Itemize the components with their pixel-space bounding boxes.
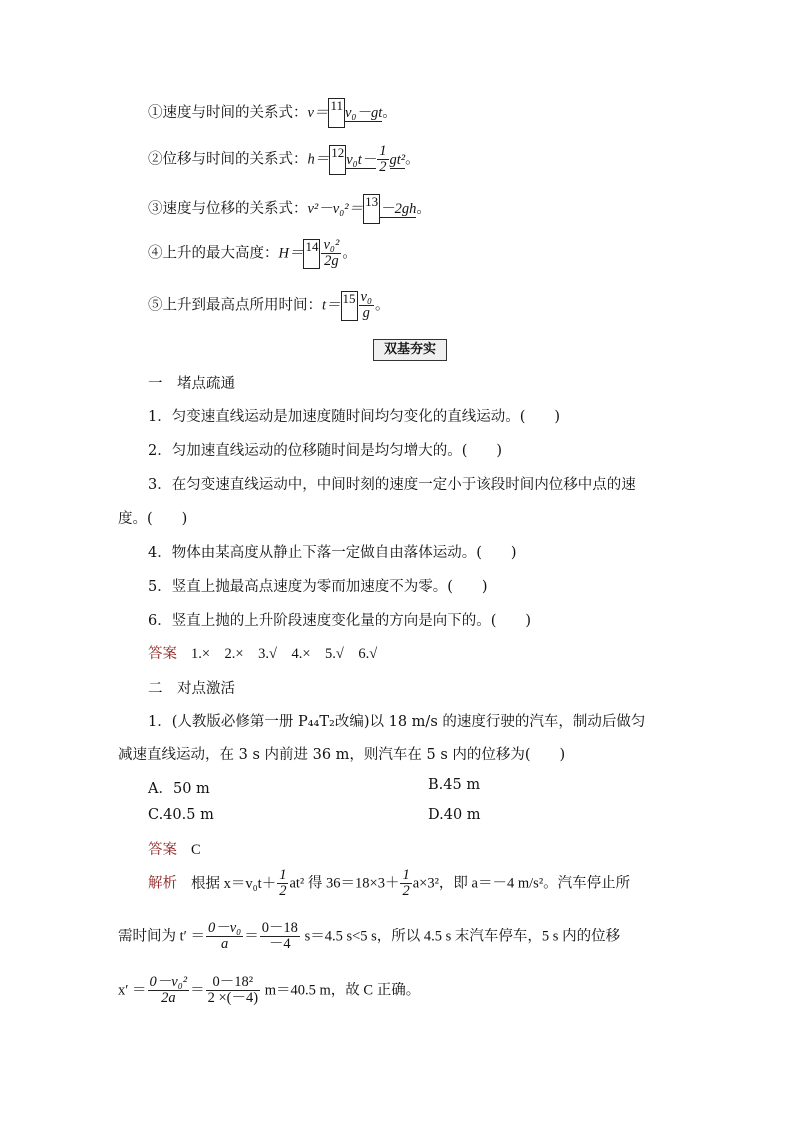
section-heading: 一 堵点疏通 — [148, 376, 235, 392]
fraction-numerator: 1 — [279, 867, 287, 883]
fraction-denominator: 2 — [379, 159, 387, 175]
formula-label: ②位移与时间的关系式： — [148, 151, 308, 168]
blank-number-box: 13 — [363, 194, 380, 224]
question-text: 减速直线运动，在 3 s 内前进 36 m，则汽车在 5 s 内的位移为( ) — [118, 747, 566, 763]
analysis-text: m＝40.5 m，故 C 正确。 — [261, 982, 421, 999]
question-item: 4．物体由某高度从静止下落一定做自由落体运动。( ) — [148, 545, 517, 561]
formula-end: 。 — [382, 105, 397, 121]
question-text: 1．(人教版必修第一册 P₄₄T₂改编)以 18 m/s 的速度行驶的汽车，制动后做匀 — [148, 714, 646, 730]
blank-number-box: 15 — [341, 291, 358, 321]
formula-label: ④上升的最大高度： — [148, 245, 279, 262]
formula-end: 。 — [342, 245, 357, 262]
blank-number-box: 12 — [329, 145, 346, 175]
question-item: 3．在匀变速直线运动中，中间时刻的速度一定小于该段时间内位移中点的速 — [148, 477, 636, 493]
answer-value: C — [191, 842, 201, 858]
formula-4 — [148, 238, 357, 269]
formula-label: ①速度与时间的关系式： — [148, 105, 308, 121]
formula-label: ⑤上升到最高点所用时间： — [148, 297, 322, 314]
answer-line — [148, 838, 201, 859]
formula-answer: v₀－gt — [344, 105, 383, 121]
fraction — [206, 921, 243, 952]
analysis-text: x′ ＝ — [118, 982, 147, 999]
blank-number-box: 11 — [328, 98, 345, 128]
fraction — [359, 290, 374, 321]
analysis-text: 需时间为 t′ ＝ — [118, 928, 205, 945]
formula-lhs: h＝ — [307, 151, 330, 168]
formula-5 — [148, 290, 390, 321]
formula-3 — [148, 194, 431, 224]
fraction — [206, 975, 260, 1006]
fraction-numerator: 0－18² — [206, 975, 260, 991]
analysis-text: ＝ — [244, 928, 259, 945]
section-heading: 二 对点激活 — [148, 681, 235, 697]
option-b: B.45 m — [428, 777, 481, 793]
question-item: 1．匀变速直线运动是加速度随时间均匀变化的直线运动。( ) — [148, 409, 561, 425]
formula-1 — [148, 98, 397, 128]
section-banner: 双基夯实 — [373, 339, 447, 361]
formula-answer: －2gh — [380, 201, 417, 217]
fraction-denominator: 2 ×(－4) — [207, 990, 259, 1006]
formula-answer: v₀t－ — [346, 151, 377, 168]
formula-end: 。 — [405, 151, 420, 168]
fraction — [260, 921, 300, 952]
analysis-text: at² 得 36＝18×3＋ — [289, 875, 400, 892]
fraction — [400, 868, 411, 899]
analysis-line-3 — [118, 975, 420, 1006]
analysis-label: 解析 — [148, 875, 177, 892]
fraction — [321, 238, 341, 269]
question-item: 2．匀加速直线运动的位移随时间是均匀增大的。( ) — [148, 443, 503, 459]
analysis-text: a×3²，即 a＝－4 m/s²。汽车停止所 — [412, 875, 631, 892]
formula-lhs: t＝ — [322, 297, 341, 314]
fraction-denominator: －4 — [268, 936, 291, 952]
formula-2 — [148, 144, 420, 175]
analysis-text: s＝4.5 s<5 s，所以 4.5 s 末汽车停车，5 s 内的位移 — [300, 928, 621, 945]
answer-label: 答案 — [148, 646, 177, 662]
question-item: 6．竖直上抛的上升阶段速度变化量的方向是向下的。( ) — [148, 613, 532, 629]
analysis-line-1 — [148, 868, 630, 899]
fraction-denominator: 2a — [161, 990, 176, 1006]
blank-number-box: 14 — [303, 239, 320, 269]
question-item-continuation: 度。( ) — [118, 511, 188, 527]
analysis-text: 根据 x＝v₀t＋ — [191, 875, 277, 892]
formula-lhs: v²－v₀²＝ — [307, 201, 364, 217]
fraction-numerator: 0－v₀² — [149, 974, 188, 990]
answer-values: 1.× 2.× 3.√ 4.× 5.√ 6.√ — [191, 646, 378, 662]
fraction-numerator: 1 — [379, 143, 387, 159]
analysis-line-2 — [118, 921, 620, 952]
analysis-text: ＝ — [190, 982, 205, 999]
fraction — [148, 975, 190, 1006]
formula-end: 。 — [375, 297, 390, 314]
formula-lhs: v＝ — [307, 105, 329, 121]
fraction-numerator: 0－v₀ — [207, 920, 242, 936]
option-c: C.40.5 m — [148, 807, 214, 823]
answer-line — [148, 642, 377, 663]
fraction-denominator: 2g — [324, 253, 339, 269]
formula-answer: gt² — [389, 151, 406, 168]
formula-lhs: H＝ — [278, 245, 304, 262]
option-d: D.40 m — [428, 807, 481, 823]
fraction — [277, 868, 288, 899]
option-a: A．50 m — [148, 781, 210, 797]
fraction-numerator: 0－18 — [261, 920, 298, 936]
formula-label: ③速度与位移的关系式： — [148, 201, 308, 217]
fraction-numerator: 1 — [402, 867, 410, 883]
answer-label: 答案 — [148, 842, 177, 858]
fraction-numerator: v₀² — [323, 237, 340, 253]
formula-end: 。 — [416, 201, 431, 217]
fraction-numerator: v₀ — [360, 289, 373, 305]
fraction-denominator: 2 — [402, 883, 410, 899]
fraction — [377, 144, 388, 175]
fraction-denominator: g — [362, 305, 370, 321]
fraction-denominator: a — [220, 936, 229, 952]
fraction-denominator: 2 — [279, 883, 287, 899]
question-item: 5．竖直上抛最高点速度为零而加速度不为零。( ) — [148, 579, 488, 595]
